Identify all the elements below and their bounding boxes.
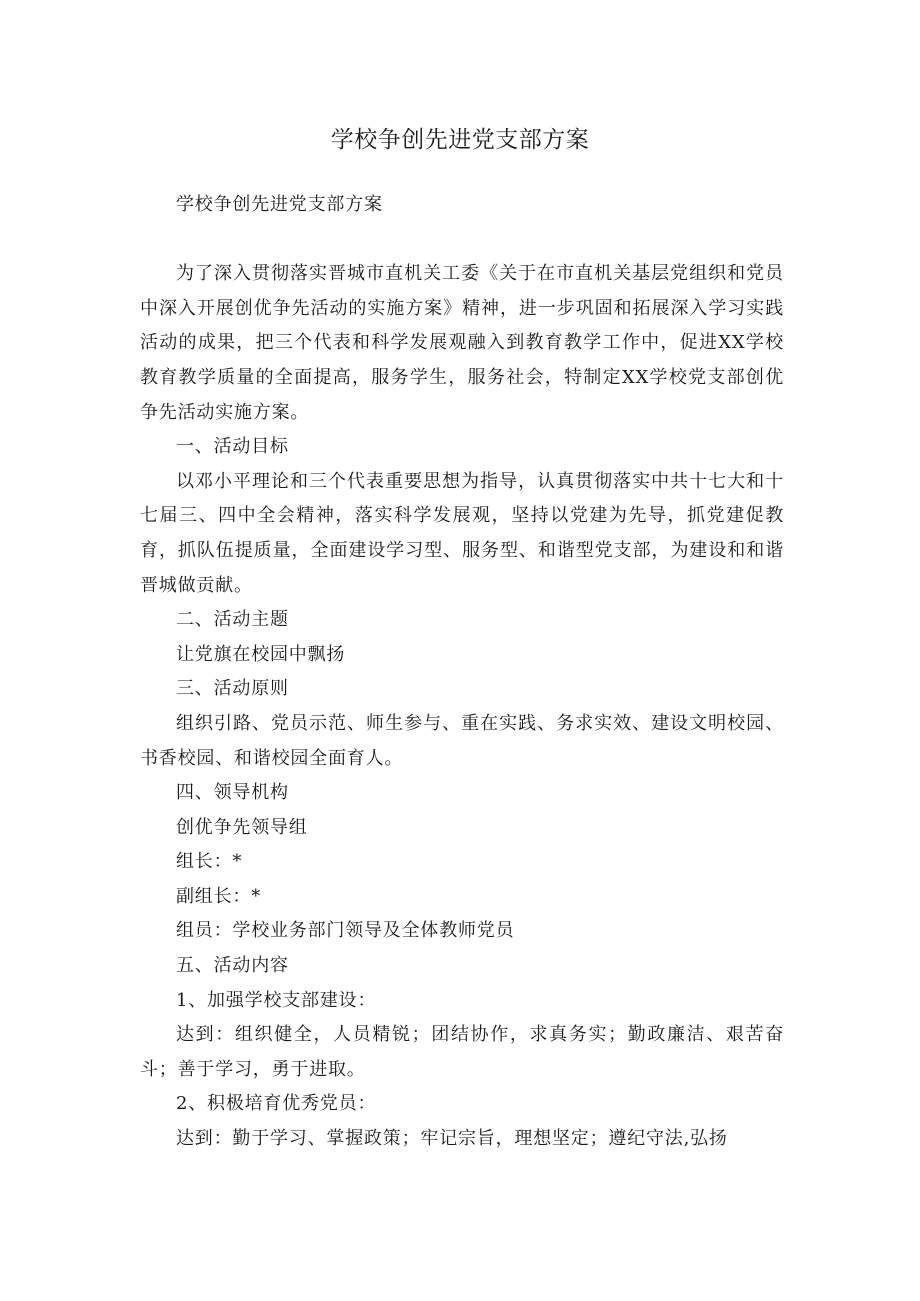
section-heading-theme: 二、活动主题 <box>176 609 289 631</box>
section-heading-content: 五、活动内容 <box>176 955 289 977</box>
content-item-1-heading: 1、加强学校支部建设： <box>176 989 377 1011</box>
document-body <box>140 188 784 1157</box>
content-item-2-heading: 2、积极培育优秀党员： <box>176 1093 377 1115</box>
theme-paragraph: 让党旗在校园中飘扬 <box>176 643 346 665</box>
content-item-1-paragraph: 达到：组织健全，人员精锐；团结协作，求真务实；勤政廉洁、艰苦奋斗；善于学习，勇于进取。 <box>140 1024 784 1080</box>
leader-line: 组长：* <box>176 851 243 873</box>
leadership-group-name: 创优争先领导组 <box>176 816 308 838</box>
goal-paragraph: 以邓小平理论和三个代表重要思想为指导，认真贯彻落实中共十七大和十七届三、四中全会精神，落实科学发展观，坚持以党建为先导，抓党建促教育，抓队伍提质量，全面建设学习型、服务型、和谐型党支部，为建设和和谐晋城做贡献。 <box>140 470 784 596</box>
section-heading-goal: 一、活动目标 <box>176 436 289 458</box>
subtitle-paragraph: 学校争创先进党支部方案 <box>176 194 383 215</box>
principle-paragraph: 组织引路、党员示范、师生参与、重在实践、务求实效、建设文明校园、书香校园、和谐校园全面育人。 <box>140 712 784 769</box>
section-heading-principle: 三、活动原则 <box>176 678 289 700</box>
content-item-2-paragraph: 达到：勤于学习、掌握政策；牢记宗旨，理想坚定；遵纪守法,弘扬 <box>176 1128 728 1150</box>
intro-paragraph: 为了深入贯彻落实晋城市直机关工委《关于在市直机关基层党组织和党员中深入开展创优争先活动的实施方案》精神，进一步巩固和拓展深入学习实践活动的成果，把三个代表和科学发展观融入到教育教学工作中，促进XX学校教育教学质量的全面提高，服务学生，服务社会，特制定XX学校党支部创优争先活动实施方案。 <box>140 263 784 423</box>
section-heading-leadership: 四、领导机构 <box>176 782 289 804</box>
members-line: 组员：学校业务部门领导及全体教师党员 <box>176 920 515 942</box>
document-title: 学校争创先进党支部方案 <box>330 127 590 153</box>
deputy-leader-line: 副组长：* <box>176 885 261 907</box>
